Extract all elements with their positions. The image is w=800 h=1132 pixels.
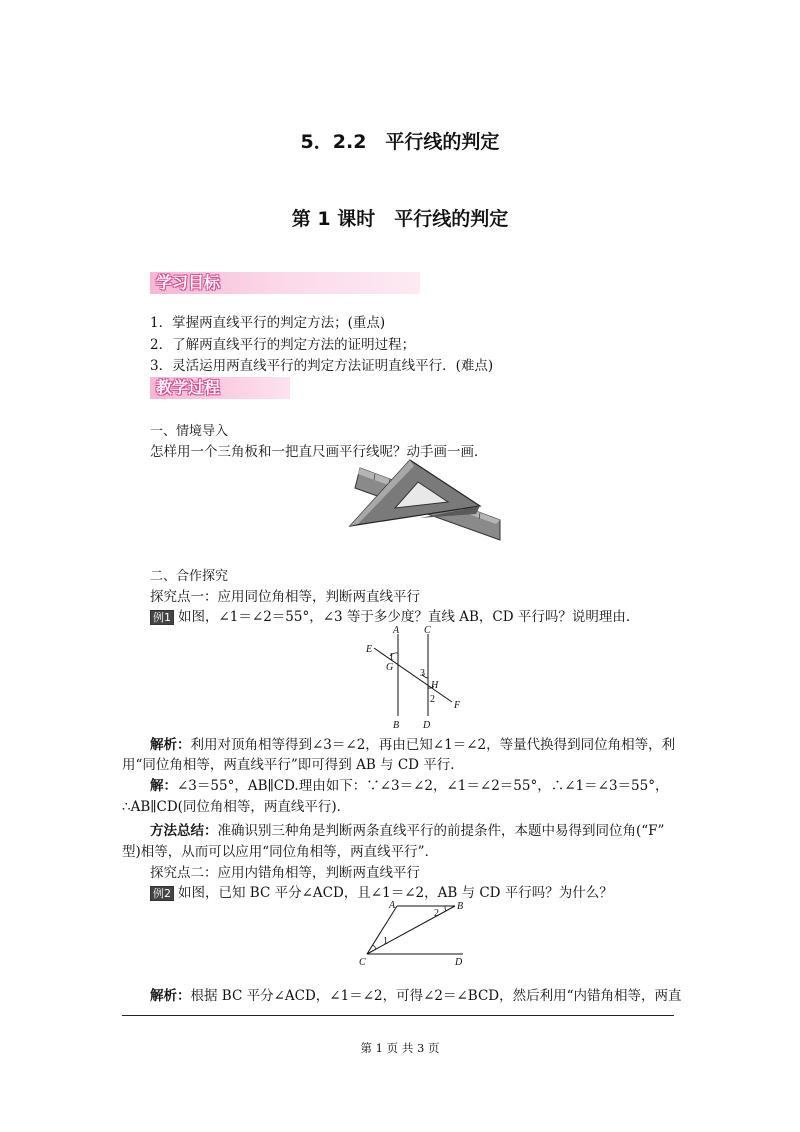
label-C: C bbox=[359, 957, 366, 968]
page-footer: 第 1 页 共 3 页 bbox=[360, 1041, 440, 1055]
summary-label: 方法总结： bbox=[150, 823, 218, 839]
figure-1-parallel-lines bbox=[360, 622, 470, 732]
angle-2-label: 2 bbox=[434, 908, 439, 919]
process-banner bbox=[150, 377, 290, 399]
angle-1-label: 1 bbox=[389, 652, 394, 663]
summary-text: 准确识别三种角是判断两条直线平行的前提条件，本题中易得到同位角(“F” bbox=[217, 823, 665, 839]
solution-line-2: ∴AB∥CD(同位角相等，两直线平行)． bbox=[122, 799, 351, 815]
label-C: C bbox=[424, 625, 431, 636]
triangle-ruler-illustration bbox=[340, 458, 510, 548]
label-H: H bbox=[431, 680, 439, 691]
summary-line-1 bbox=[150, 822, 664, 840]
process-banner-label: 教学过程 bbox=[156, 378, 221, 397]
analysis-1-line-1 bbox=[150, 736, 675, 754]
label-A: A bbox=[389, 900, 396, 911]
label-F: F bbox=[454, 700, 461, 711]
figure-2-triangle bbox=[355, 896, 475, 968]
section-heading: 二、合作探究 bbox=[150, 569, 229, 584]
label-D: D bbox=[423, 720, 431, 731]
lesson-title: 第 1 课时 平行线的判定 bbox=[291, 208, 509, 230]
analysis-label: 解析： bbox=[150, 988, 191, 1004]
example-2-text: 如图，已知 BC 平分∠ACD，且∠1＝∠2，AB 与 CD 平行吗？为什么？ bbox=[178, 885, 613, 901]
label-G: G bbox=[386, 662, 394, 673]
analysis-1-line-2: 用“同位角相等，两直线平行”即可得到 AB 与 CD 平行． bbox=[122, 757, 464, 773]
solution-label: 解： bbox=[150, 778, 177, 794]
goals-banner-label: 学习目标 bbox=[156, 273, 221, 292]
example-badge: 例1 bbox=[150, 610, 174, 625]
example-badge: 例2 bbox=[150, 886, 174, 901]
goal-item: 3．灵活运用两直线平行的判定方法证明直线平行．(难点) bbox=[150, 358, 494, 374]
goal-item: 2．了解两直线平行的判定方法的证明过程； bbox=[150, 337, 416, 353]
section-heading: 一、情境导入 bbox=[150, 424, 229, 439]
analysis-2-text: 根据 BC 平分∠ACD，∠1＝∠2，可得∠2＝∠BCD，然后利用“内错角相等，两直 bbox=[190, 988, 682, 1004]
analysis-1-text: 利用对顶角相等得到∠3＝∠2，再由已知∠1＝∠2，等量代换得到同位角相等，利 bbox=[190, 737, 676, 753]
label-A: A bbox=[393, 625, 400, 636]
section-title: 5．2.2 平行线的判定 bbox=[300, 131, 500, 153]
footer-divider bbox=[122, 1015, 674, 1016]
solution-line-1 bbox=[150, 777, 668, 795]
explore-point-2: 探究点二：应用内错角相等，判断两直线平行 bbox=[150, 865, 420, 881]
intro-text: 怎样用一个三角板和一把直尺画平行线呢？动手画一画． bbox=[150, 444, 488, 460]
goals-banner bbox=[150, 272, 420, 294]
label-E: E bbox=[366, 644, 373, 655]
explore-point-1: 探究点一：应用同位角相等，判断两直线平行 bbox=[150, 589, 420, 605]
angle-1-label: 1 bbox=[383, 936, 388, 947]
label-B: B bbox=[457, 901, 464, 912]
summary-line-2: 型)相等，从而可以应用“同位角相等，两直线平行”． bbox=[122, 844, 439, 860]
label-D: D bbox=[455, 957, 463, 968]
angle-3-label: 3 bbox=[420, 668, 425, 679]
analysis-label: 解析： bbox=[150, 737, 191, 753]
goal-item: 1．掌握两直线平行的判定方法；(重点) bbox=[150, 315, 386, 331]
angle-2-label: 2 bbox=[430, 694, 435, 705]
label-B: B bbox=[393, 720, 400, 731]
solution-text: ∠3＝55°，AB∥CD.理由如下：∵∠3＝∠2，∠1＝∠2＝55°，∴∠1＝∠3＝55°， bbox=[177, 778, 669, 794]
example-1-text: 如图，∠1＝∠2＝55°，∠3 等于多少度？直线 AB，CD 平行吗？说明理由． bbox=[178, 609, 640, 625]
analysis-2-line-1 bbox=[150, 987, 682, 1005]
